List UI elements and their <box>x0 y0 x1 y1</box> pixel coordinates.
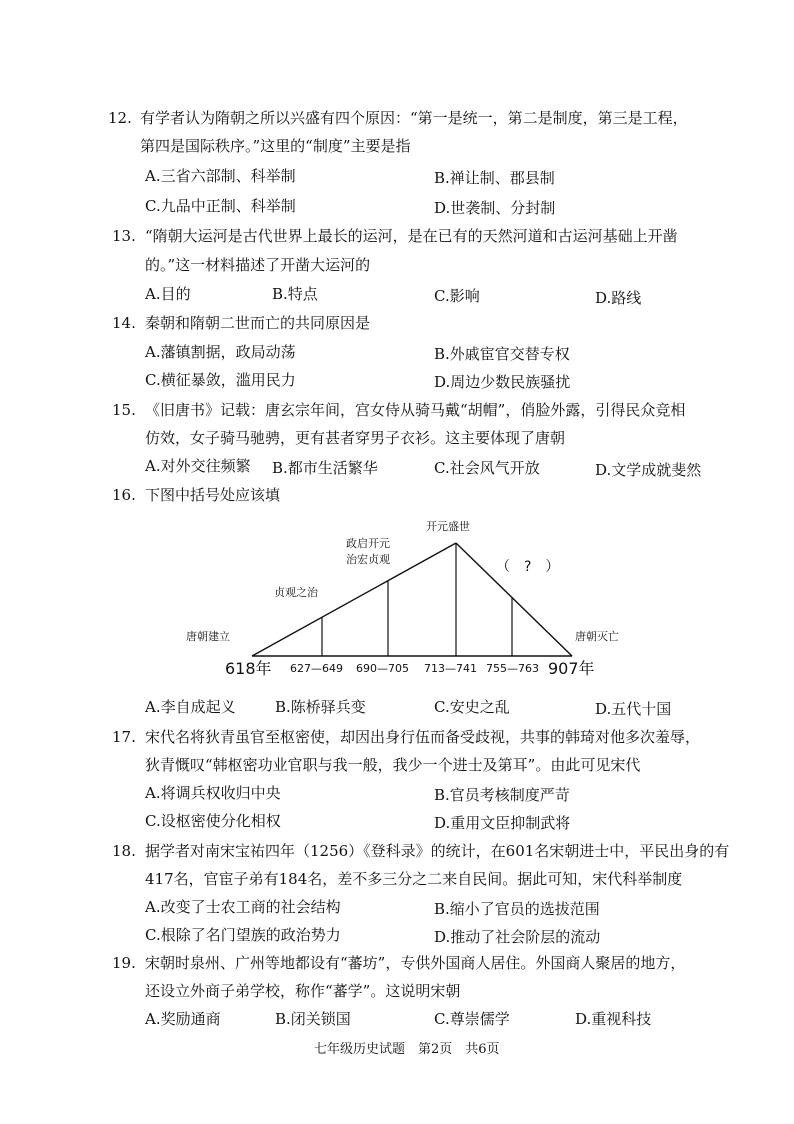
q13-option-d: D.路线 <box>595 289 642 307</box>
q12-stem-line2: 第四是国际秩序。”这里的“制度”主要是指 <box>140 137 411 155</box>
page-footer: 七年级历史试题 第2页 共6页 <box>314 1042 500 1057</box>
q17-stem-line2: 狄青慨叹“韩枢密功业官职与我一般，我少一个进士及第耳”。由此可见宋代 <box>145 756 641 774</box>
q16-stem-line1: 下图中括号处应该填 <box>145 486 281 504</box>
q15-option-a: A.对外交往频繁 <box>145 457 251 475</box>
q12-stem-line1: 有学者认为隋朝之所以兴盛有四个原因：“第一是统一，第二是制度，第三是工程， <box>140 109 688 127</box>
year-end: 907年 <box>548 659 595 678</box>
label-zhenguan: 贞观之治 <box>274 586 318 599</box>
label-zhengqi-2: 治宏贞观 <box>346 553 390 566</box>
q18-option-a: A.改变了士农工商的社会结构 <box>145 898 341 916</box>
q15-option-b: B.都市生活繁华 <box>272 459 378 477</box>
q19-option-d: D.重视科技 <box>575 1010 652 1028</box>
q18-option-c: C.根除了名门望族的政治势力 <box>145 926 341 944</box>
q14-option-d: D.周边少数民族骚扰 <box>434 373 571 391</box>
q15-stem-line2: 仿效，女子骑马驰骋，更有甚者穿男子衣衫。这主要体现了唐朝 <box>145 429 566 447</box>
q16-option-d: D.五代十国 <box>595 700 672 718</box>
q19-option-b: B.闭关锁国 <box>275 1010 351 1028</box>
q13-stem-line2: 的。”这一材料描述了开凿大运河的 <box>145 256 371 274</box>
year-p3: 713—741 <box>424 662 477 675</box>
q16-option-b: B.陈桥驿兵变 <box>275 698 366 716</box>
q14-stem-line1: 秦朝和隋朝二世而亡的共同原因是 <box>145 314 371 332</box>
label-kaiyuan: 开元盛世 <box>426 520 470 533</box>
year-p4: 755—763 <box>486 662 539 675</box>
q19-option-c: C.尊崇儒学 <box>434 1010 510 1028</box>
q18-stem-line2: 417名，官宦子弟有184名，差不多三分之二来自民间。据此可知，宋代科举制度 <box>145 870 683 888</box>
q15-option-c: C.社会风气开放 <box>434 459 540 477</box>
q13-stem-line1: “隋朝大运河是古代世界上最长的运河，是在已有的天然河道和古运河基础上开凿 <box>145 227 678 245</box>
q15-stem-line1: 《旧唐书》记载：唐玄宗年间，宫女侍从骑马戴“胡帽”，俏脸外露，引得民众竞相 <box>145 401 686 419</box>
q17-option-a: A.将调兵权收归中央 <box>145 784 281 802</box>
q12-number: 12. <box>108 109 132 127</box>
q12-option-a: A.三省六部制、科举制 <box>145 167 296 185</box>
q12-option-c: C.九品中正制、科举制 <box>145 197 296 215</box>
q13-option-b: B.特点 <box>272 285 318 303</box>
label-fall: 唐朝灭亡 <box>575 630 619 643</box>
q17-number: 17. <box>112 728 136 746</box>
year-start: 618年 <box>225 659 272 678</box>
q19-number: 19. <box>112 954 136 972</box>
q14-option-b: B.外戚宦官交替专权 <box>434 345 570 363</box>
q15-number: 15. <box>112 401 136 419</box>
q17-option-b: B.官员考核制度严苛 <box>434 786 570 804</box>
q19-stem-line1: 宋朝时泉州、广州等地都设有“蕃坊”，专供外国商人居住。外国商人聚居的地方， <box>145 954 686 972</box>
q17-option-d: D.重用文臣抑制武将 <box>434 814 571 832</box>
q17-option-c: C.设枢密使分化相权 <box>145 812 281 830</box>
q19-option-a: A.奖励通商 <box>145 1010 221 1028</box>
year-p1: 627—649 <box>290 662 343 675</box>
q14-option-c: C.横征暴敛，滥用民力 <box>145 371 296 389</box>
year-p2: 690—705 <box>356 662 409 675</box>
label-founding: 唐朝建立 <box>186 630 230 643</box>
q15-option-d: D.文学成就斐然 <box>595 461 702 479</box>
label-zhengqi-1: 政启开元 <box>346 537 390 550</box>
q12-option-b: B.禅让制、郡县制 <box>434 169 555 187</box>
q13-option-c: C.影响 <box>434 287 480 305</box>
q19-stem-line2: 还设立外商子弟学校，称作“蕃学”。这说明宋朝 <box>145 982 461 1000</box>
q18-number: 18. <box>112 842 136 860</box>
q16-option-a: A.李自成起义 <box>145 698 236 716</box>
q18-option-b: B.缩小了官员的选拔范围 <box>434 900 600 918</box>
q16-option-c: C.安史之乱 <box>434 698 510 716</box>
q18-option-d: D.推动了社会阶层的流动 <box>434 928 601 946</box>
q14-option-a: A.藩镇割据，政局动荡 <box>145 343 296 361</box>
q13-option-a: A.目的 <box>145 285 191 303</box>
q14-number: 14. <box>112 314 136 332</box>
q12-option-d: D.世袭制、分封制 <box>434 199 556 217</box>
q13-number: 13. <box>112 227 136 245</box>
q18-stem-line1: 据学者对南宋宝祐四年（1256）《登科录》的统计，在601名宋朝进士中，平民出身的有 <box>145 842 730 860</box>
q16-number: 16. <box>112 486 136 504</box>
q17-stem-line1: 宋代名将狄青虽官至枢密使，却因出身行伍而备受歧视，共事的韩琦对他多次羞辱， <box>145 728 701 746</box>
label-question: （ ? ） <box>496 559 560 575</box>
